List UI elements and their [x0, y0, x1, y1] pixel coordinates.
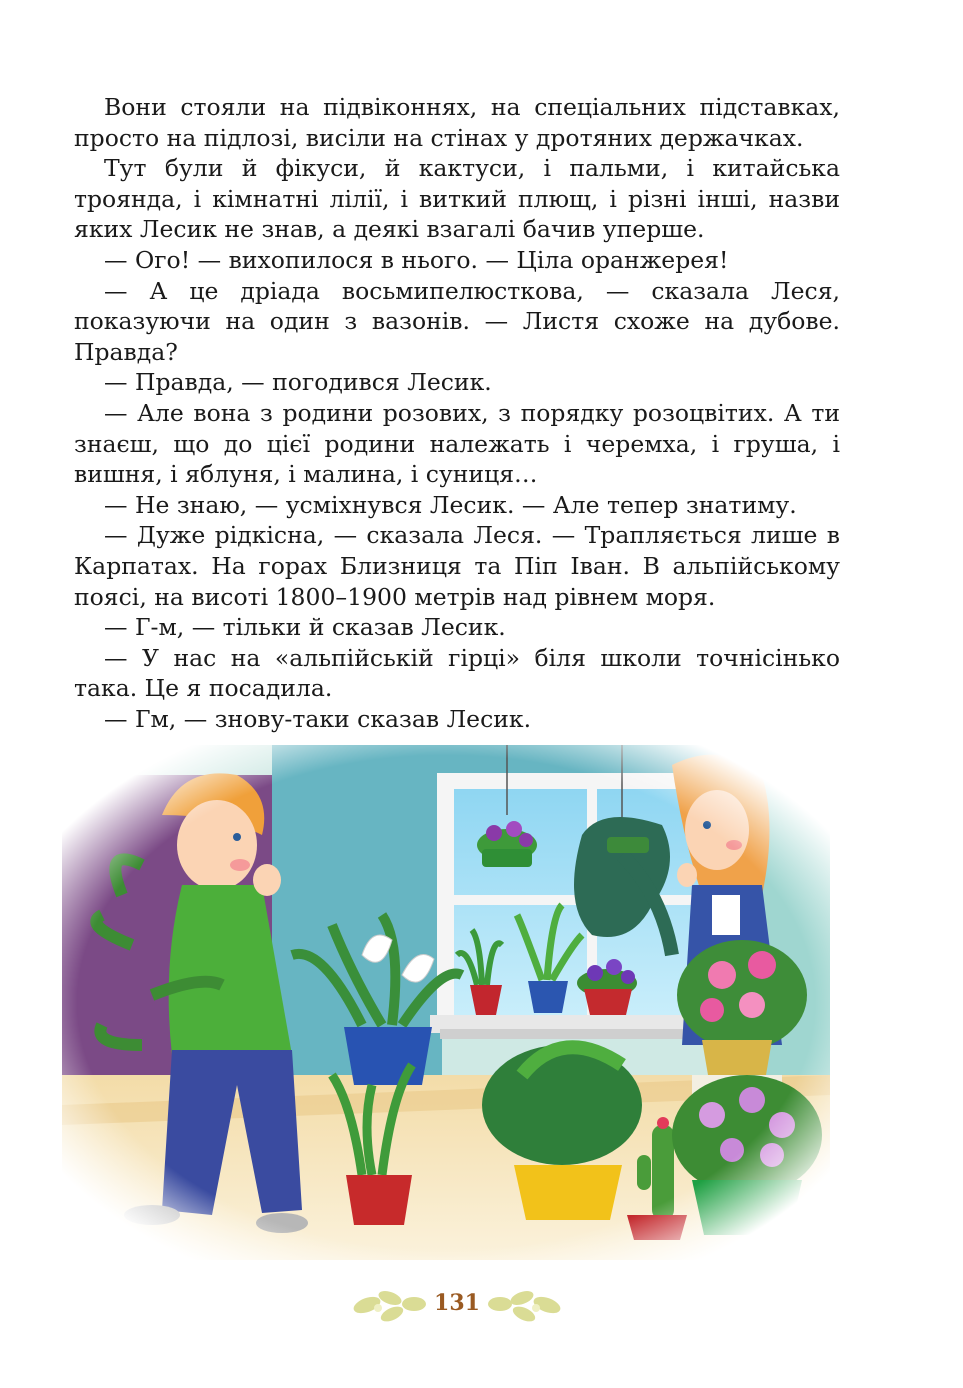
- paragraph: — Г-м, — тільки й сказав Лесик.: [104, 613, 506, 642]
- paragraph: — Гм, — знову-таки сказав Лесик.: [104, 704, 532, 733]
- page-footer: [352, 1280, 562, 1330]
- paragraph: — Але вона з родини розових, з порядку розоцвітих. А ти знаєш, що до цієї родини належать і черемха, і груша, і вишня, і яблуня, і малина, і суниця…: [74, 398, 840, 489]
- page-number: 131: [434, 1290, 480, 1316]
- paragraph: — Ого! — вихопилося в нього. — Ціла оранжерея!: [104, 245, 729, 274]
- paragraph: Тут були й фікуси, й кактуси, і пальми, і китайська троянда, і кімнатні лілії, і виткий плющ, і різні інші, назви яких Лесик не знав, а деякі взагалі бачив уперше.: [74, 154, 840, 244]
- paragraph: Вони стояли на підвіконнях, на спеціальних підставках, просто на підлозі, висіли на стінах у дротяних держачках.: [74, 93, 840, 152]
- story-text: [74, 92, 840, 734]
- paragraph: — Не знаю, — усміхнувся Лесик. — Але тепер знатиму.: [104, 490, 797, 519]
- paragraph: — Дуже рідкісна, — сказала Леся. — Трапляється лише в Карпатах. На горах Близниця та Піп Іван. В альпійському поясі, на висоті 1800–1900 метрів над рівнем моря.: [74, 521, 840, 611]
- paragraph: — Правда, — погодився Лесик.: [104, 368, 492, 397]
- paragraph: — А це дріада восьмипелюсткова, — сказала Леся, показуючи на один з вазонів. — Листя схоже на дубове. Правда?: [74, 276, 840, 366]
- paragraph: — У нас на «альпійській гірці» біля школи точнісінько така. Це я посадила.: [74, 643, 840, 703]
- illustration-plants-room: [62, 745, 830, 1260]
